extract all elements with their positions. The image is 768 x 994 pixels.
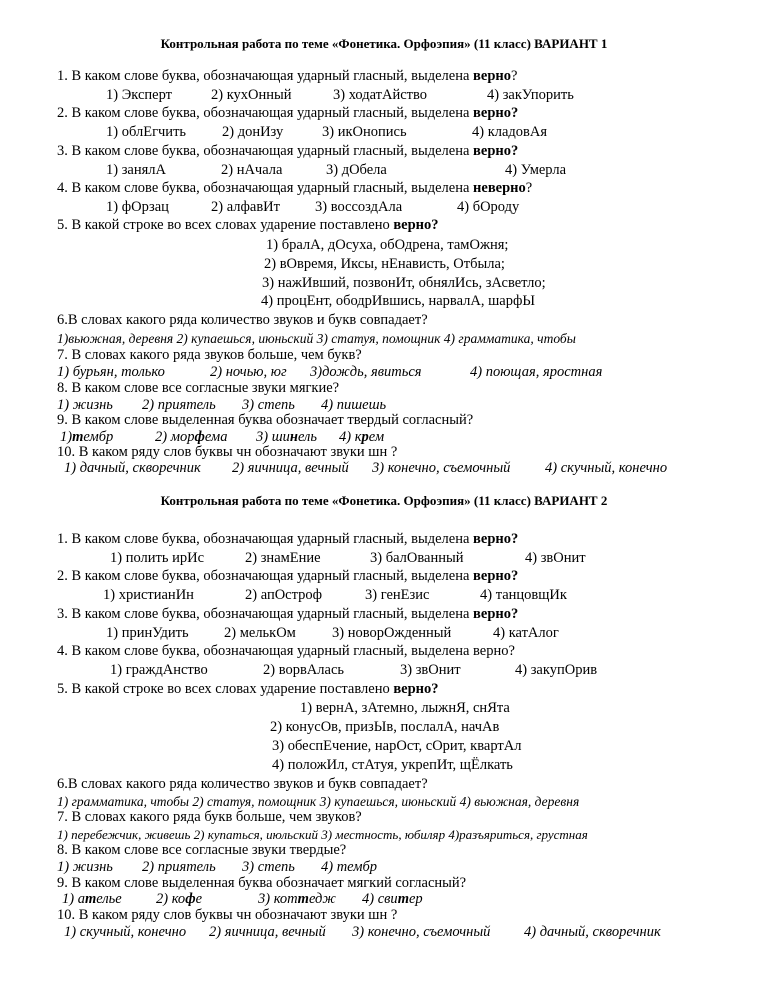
v2-q8-option-1: 1) жизнь [57, 859, 113, 875]
v1-q6-answers: 1)вьюжная, деревня 2) купаешься, июньский 3) статуя, помощник 4) грамматика, чтобы [57, 331, 576, 346]
v2-q3-option-2: 2) мелькОм [224, 625, 296, 641]
v1-q7-option-4: 4) поющая, яростная [470, 364, 603, 380]
v2-q2-option-3: 3) генЕзис [365, 587, 430, 603]
v1-q4-stem: 4. В каком слове буква, обозначающая ударный гласный, выделена неверно? [57, 180, 533, 196]
v2-q10-option-3: 3) конечно, съемочный [352, 924, 491, 940]
v1-q8-option-2: 2) приятель [142, 397, 216, 413]
v1-q7-option-3: 3)дождь, явиться [310, 364, 422, 380]
v2-q2-stem: 2. В каком слове буква, обозначающая ударный гласный, выделена верно? [57, 568, 519, 584]
v2-q1-option-3: 3) балОванный [370, 550, 464, 566]
v1-q4-option-4: 4) бОроду [457, 199, 520, 215]
v1-q9-stem: 9. В каком слове выделенная буква обозначает твердый согласный? [57, 412, 474, 428]
v2-q3-option-4: 4) катАлог [493, 625, 559, 641]
v1-q1-stem: 1. В каком слове буква, обозначающая ударный гласный, выделена верно? [57, 68, 518, 84]
v1-q3-stem: 3. В каком слове буква, обозначающая ударный гласный, выделена верно? [57, 143, 519, 159]
v1-q2-option-1: 1) облЕгчить [106, 124, 187, 140]
v1-q9-option-2: 2) морфема [155, 429, 228, 445]
v1-q5-option-1: 1) бралА, дОсуха, обОдрена, тамОжня; [266, 237, 509, 253]
v2-q7-stem: 7. В словах какого ряда букв больше, чем звуков? [57, 809, 362, 825]
v2-q2-option-1: 1) христианИн [103, 587, 194, 603]
v1-q4-option-3: 3) воссоздАла [315, 199, 403, 215]
v2-q3-option-3: 3) новорОжденный [332, 625, 452, 641]
v1-q10-option-4: 4) скучный, конечно [545, 460, 668, 476]
v1-q7-option-2: 2) ночью, юг [210, 364, 287, 380]
v2-q10-stem: 10. В каком ряду слов буквы чн обозначают звуки шн ? [57, 907, 398, 923]
v1-q1-option-2: 2) кухОнный [211, 87, 292, 103]
v2-q2-option-2: 2) апОстроф [245, 587, 323, 603]
v2-q9-option-2: 2) кофе [156, 891, 203, 907]
v1-q3-option-4: 4) Умерла [505, 162, 567, 178]
v2-q1-option-4: 4) звОнит [525, 550, 586, 566]
v1-q10-option-3: 3) конечно, съемочный [372, 460, 511, 476]
v1-q10-stem: 10. В каком ряду слов буквы чн обозначают звуки шн ? [57, 444, 398, 460]
v1-q3-option-2: 2) нАчала [221, 162, 283, 178]
v2-q9-option-1: 1) ателье [62, 891, 122, 907]
v1-q8-option-1: 1) жизнь [57, 397, 113, 413]
v1-q10-option-1: 1) дачный, скворечник [64, 460, 201, 476]
v2-q9-option-4: 4) свитер [362, 891, 423, 907]
v2-q8-option-4: 4) тембр [321, 859, 378, 875]
v2-q4-option-4: 4) закупОрив [515, 662, 598, 678]
v2-q6-answers: 1) грамматика, чтобы 2) статуя, помощник 3) купаешься, июньский 4) вьюжная, деревня [57, 794, 580, 809]
v1-q4-option-2: 2) алфавИт [211, 199, 280, 215]
v2-q8-option-3: 3) степь [242, 859, 295, 875]
v2-q1-option-2: 2) знамЕние [245, 550, 321, 566]
v2-q10-option-4: 4) дачный, скворечник [524, 924, 661, 940]
v1-q9-option-1: 1)тембр [60, 429, 114, 445]
v2-q4-option-3: 3) звОнит [400, 662, 461, 678]
v1-q2-stem: 2. В каком слове буква, обозначающая ударный гласный, выделена верно? [57, 105, 519, 121]
v2-q5-stem: 5. В какой строке во всех словах ударение поставлено верно? [57, 681, 439, 697]
v1-q7-stem: 7. В словах какого ряда звуков больше, чем букв? [57, 347, 362, 363]
v2-q7-answers: 1) перебежчик, живешь 2) купаться, июльский 3) местность, юбиляр 4)разъяриться, грустная [57, 827, 588, 842]
v1-q2-option-3: 3) икОнопись [322, 124, 407, 140]
v2-q5-option-1: 1) вернА, зАтемно, лыжнЯ, снЯта [300, 700, 510, 716]
v2-q6-stem: 6.В словах какого ряда количество звуков и букв совпадает? [57, 776, 428, 792]
v2-q1-stem: 1. В каком слове буква, обозначающая ударный гласный, выделена верно? [57, 531, 519, 547]
v2-q4-option-1: 1) граждАнство [110, 662, 208, 678]
v1-q5-option-4: 4) процЕнт, ободрИвшись, нарвалА, шарфЫ [261, 293, 535, 309]
v1-q2-option-4: 4) кладовАя [472, 124, 548, 140]
v2-q10-option-2: 2) яичница, вечный [209, 924, 326, 940]
v2-q3-option-1: 1) принУдить [106, 625, 189, 641]
v1-q5-stem: 5. В какой строке во всех словах ударение поставлено верно? [57, 217, 439, 233]
v1-q1-option-1: 1) Эксперт [106, 87, 172, 103]
v1-q6-stem: 6.В словах какого ряда количество звуков и букв совпадает? [57, 312, 428, 328]
v1-q9-option-4: 4) крем [339, 429, 385, 445]
v2-q9-stem: 9. В каком слове выделенная буква обозначает мягкий согласный? [57, 875, 467, 891]
v2-q8-stem: 8. В каком слове все согласные звуки твердые? [57, 842, 347, 858]
v1-q1-option-3: 3) ходатАйство [333, 87, 428, 103]
v1-q8-option-3: 3) степь [242, 397, 295, 413]
v1-q4-option-1: 1) фОрзац [106, 199, 169, 215]
v2-q4-option-2: 2) ворвАлась [263, 662, 344, 678]
v1-q2-option-2: 2) донИзу [222, 124, 284, 140]
v2-q2-option-4: 4) танцовщИк [480, 587, 567, 603]
v1-q8-stem: 8. В каком слове все согласные звуки мягкие? [57, 380, 340, 396]
v1-q1-option-4: 4) закУпорить [487, 87, 574, 103]
v1-q5-option-2: 2) вОвремя, Иксы, нЕнависть, Отбыла; [264, 256, 505, 272]
v1-q10-option-2: 2) яичница, вечный [232, 460, 349, 476]
v1-q5-option-3: 3) нажИвший, позвонИт, обнялИсь, зАсветло; [262, 275, 546, 291]
v2-q4-stem: 4. В каком слове буква, обозначающая ударный гласный, выделена верно? [57, 643, 515, 659]
v2-q9-option-3: 3) коттедж [258, 891, 336, 907]
variant1-title: Контрольная работа по теме «Фонетика. Орфоэпия» (11 класс) ВАРИАНТ 1 [160, 36, 608, 51]
v1-q8-option-4: 4) пишешь [321, 397, 387, 413]
v1-q9-option-3: 3) шинель [256, 429, 317, 445]
v2-q5-option-4: 4) положИл, стАтуя, укрепИт, щЁлкать [272, 757, 513, 773]
variant2-title: Контрольная работа по теме «Фонетика. Орфоэпия» (11 класс) ВАРИАНТ 2 [160, 493, 608, 508]
v1-q3-option-3: 3) дОбела [326, 162, 387, 178]
v2-q10-option-1: 1) скучный, конечно [64, 924, 187, 940]
v2-q5-option-3: 3) обеспЕчение, нарОст, сОрит, квартАл [272, 738, 522, 754]
v2-q3-stem: 3. В каком слове буква, обозначающая ударный гласный, выделена верно? [57, 606, 519, 622]
v2-q1-option-1: 1) полить ирИс [110, 550, 205, 566]
v1-q3-option-1: 1) занялА [106, 162, 167, 178]
v1-q7-option-1: 1) бурьян, только [57, 364, 165, 380]
v2-q8-option-2: 2) приятель [142, 859, 216, 875]
v2-q5-option-2: 2) конусОв, призЫв, послалА, начАв [270, 719, 500, 735]
